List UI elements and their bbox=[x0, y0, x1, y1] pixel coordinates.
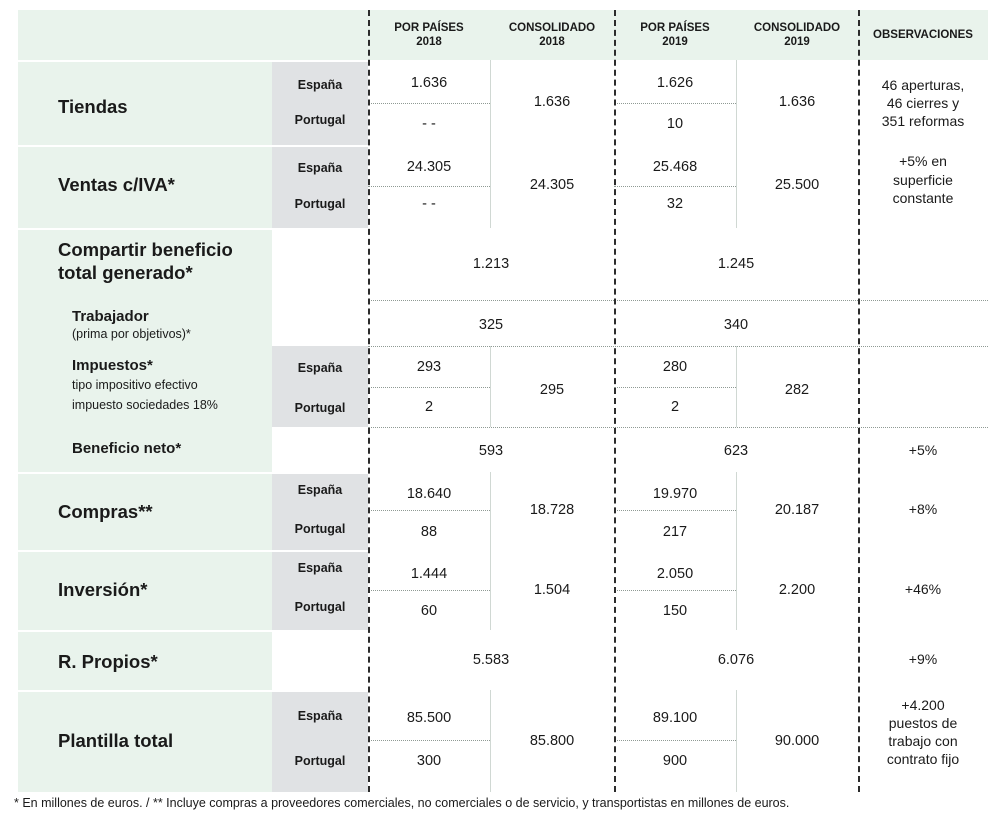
country-label-portugal: Portugal bbox=[294, 600, 346, 614]
country-split bbox=[614, 740, 736, 741]
value-compras-cons-2019: 20.187 bbox=[774, 502, 820, 518]
obs-plantilla-1: +4.200 bbox=[901, 697, 945, 713]
value-plantilla-cons-2018: 85.800 bbox=[529, 733, 575, 749]
country-label-spain: España bbox=[297, 483, 343, 497]
obs-ventas-3: constante bbox=[892, 190, 954, 206]
value-plantilla-es-2019: 89.100 bbox=[652, 710, 698, 726]
row-label-plantilla: Plantilla total bbox=[58, 730, 174, 751]
value-plantilla-pt-2019: 900 bbox=[662, 753, 688, 769]
row-detail-impuestos-2: impuesto sociedades 18% bbox=[72, 398, 218, 412]
obs-plantilla-2: puestos de bbox=[888, 715, 958, 731]
country-split bbox=[614, 186, 736, 187]
footnote: * En millones de euros. / ** Incluye compras a proveedores comerciales, no comerciales o de servicio, y transportistas en millones de euros. bbox=[14, 796, 790, 810]
value-compras-es-2019: 19.970 bbox=[652, 486, 698, 502]
value-trabajador-2019: 340 bbox=[723, 317, 749, 333]
value-tiendas-es-2018: 1.636 bbox=[410, 75, 448, 91]
row-detail-impuestos-1: tipo impositivo efectivo bbox=[72, 378, 198, 392]
value-ventas-pt-2019: 32 bbox=[666, 196, 684, 212]
value-ventas-cons-2019: 25.500 bbox=[774, 177, 820, 193]
column-separator bbox=[736, 60, 737, 228]
country-label-portugal: Portugal bbox=[294, 197, 346, 211]
value-beneficio-2019: 623 bbox=[723, 443, 749, 459]
value-compras-pt-2019: 217 bbox=[662, 524, 688, 540]
value-inversion-cons-2018: 1.504 bbox=[533, 582, 571, 598]
country-split bbox=[368, 387, 490, 388]
row-label-tiendas: Tiendas bbox=[58, 96, 128, 117]
row-label-compras: Compras** bbox=[58, 501, 153, 522]
country-label-portugal: Portugal bbox=[294, 522, 346, 536]
obs-tiendas-2: 46 cierres y bbox=[886, 95, 960, 111]
value-compartir-2018: 1.213 bbox=[472, 256, 510, 272]
row-separator bbox=[18, 550, 988, 552]
value-impuestos-pt-2018: 2 bbox=[424, 399, 434, 415]
obs-ventas-1: +5% en bbox=[899, 153, 947, 169]
obs-compras: +8% bbox=[908, 501, 938, 517]
row-label-compartir-2: total generado* bbox=[58, 262, 193, 283]
row-label-propios: R. Propios* bbox=[58, 651, 158, 672]
country-split bbox=[368, 103, 490, 104]
country-split bbox=[614, 387, 736, 388]
value-inversion-cons-2019: 2.200 bbox=[778, 582, 816, 598]
value-plantilla-es-2018: 85.500 bbox=[406, 710, 452, 726]
country-cell-plantilla bbox=[272, 690, 368, 792]
value-propios-2019: 6.076 bbox=[717, 652, 755, 668]
country-split bbox=[614, 590, 736, 591]
header-por-paises-2018: POR PAÍSES 2018 bbox=[394, 22, 464, 48]
header-consolidado-2019: CONSOLIDADO 2019 bbox=[753, 22, 841, 48]
row-label-inversion: Inversión* bbox=[58, 579, 148, 600]
value-impuestos-cons-2019: 282 bbox=[784, 382, 810, 398]
row-separator bbox=[18, 792, 988, 794]
header-consolidado-2018: CONSOLIDADO 2018 bbox=[508, 22, 596, 48]
value-tiendas-pt-2019: 10 bbox=[666, 116, 684, 132]
value-compras-cons-2018: 18.728 bbox=[529, 502, 575, 518]
obs-plantilla-4: contrato fijo bbox=[886, 751, 960, 767]
country-split bbox=[368, 510, 490, 511]
value-impuestos-cons-2018: 295 bbox=[539, 382, 565, 398]
country-label-spain: España bbox=[297, 361, 343, 375]
value-ventas-es-2019: 25.468 bbox=[652, 159, 698, 175]
country-label-spain: España bbox=[297, 709, 343, 723]
row-separator bbox=[18, 228, 988, 230]
value-compras-pt-2018: 88 bbox=[420, 524, 438, 540]
label-cell-tiendas bbox=[18, 60, 272, 145]
obs-inversion: +46% bbox=[904, 581, 942, 597]
country-label-spain: España bbox=[297, 78, 343, 92]
row-label-compartir-1: Compartir beneficio bbox=[58, 239, 233, 260]
subrow-separator bbox=[368, 346, 988, 347]
obs-tiendas-3: 351 reformas bbox=[881, 113, 965, 129]
column-separator bbox=[490, 472, 491, 630]
country-split bbox=[368, 590, 490, 591]
value-tiendas-cons-2018: 1.636 bbox=[533, 94, 571, 110]
country-label-portugal: Portugal bbox=[294, 113, 346, 127]
row-label-beneficio: Beneficio neto* bbox=[72, 440, 182, 457]
obs-propios: +9% bbox=[908, 651, 938, 667]
row-separator bbox=[18, 145, 988, 147]
country-cell-ventas bbox=[272, 145, 368, 228]
value-impuestos-pt-2019: 2 bbox=[670, 399, 680, 415]
row-label-impuestos: Impuestos* bbox=[72, 357, 153, 374]
value-plantilla-cons-2019: 90.000 bbox=[774, 733, 820, 749]
country-label-portugal: Portugal bbox=[294, 401, 346, 415]
country-cell-tiendas bbox=[272, 60, 368, 145]
subrow-separator bbox=[368, 427, 988, 428]
value-tiendas-es-2019: 1.626 bbox=[656, 75, 694, 91]
value-beneficio-2018: 593 bbox=[478, 443, 504, 459]
obs-plantilla-3: trabajo con bbox=[888, 733, 958, 749]
value-compartir-2019: 1.245 bbox=[717, 256, 755, 272]
row-separator bbox=[18, 630, 988, 632]
country-split bbox=[368, 740, 490, 741]
row-label-trabajador: Trabajador bbox=[72, 308, 149, 325]
value-inversion-es-2019: 2.050 bbox=[656, 566, 694, 582]
results-table bbox=[18, 10, 988, 792]
value-ventas-cons-2018: 24.305 bbox=[529, 177, 575, 193]
value-tiendas-pt-2018: - - bbox=[422, 116, 436, 132]
country-label-portugal: Portugal bbox=[294, 754, 346, 768]
obs-beneficio: +5% bbox=[908, 442, 938, 458]
row-separator bbox=[18, 472, 988, 474]
header-por-paises-2019: POR PAÍSES 2019 bbox=[640, 22, 710, 48]
column-separator bbox=[490, 60, 491, 228]
subrow-separator bbox=[368, 300, 988, 301]
value-inversion-es-2018: 1.444 bbox=[410, 566, 448, 582]
value-impuestos-es-2019: 280 bbox=[662, 359, 688, 375]
value-trabajador-2018: 325 bbox=[478, 317, 504, 333]
obs-ventas-2: superficie bbox=[893, 172, 953, 188]
row-label-ventas: Ventas c/IVA* bbox=[58, 174, 175, 195]
value-compras-es-2018: 18.640 bbox=[406, 486, 452, 502]
country-split bbox=[368, 186, 490, 187]
country-label-spain: España bbox=[297, 161, 343, 175]
value-inversion-pt-2018: 60 bbox=[420, 603, 438, 619]
row-separator bbox=[18, 690, 988, 692]
value-plantilla-pt-2018: 300 bbox=[416, 753, 442, 769]
country-label-spain: España bbox=[297, 561, 343, 575]
country-split bbox=[614, 103, 736, 104]
value-inversion-pt-2019: 150 bbox=[662, 603, 688, 619]
header-observaciones: OBSERVACIONES bbox=[873, 29, 973, 41]
row-separator bbox=[18, 60, 988, 62]
country-split bbox=[614, 510, 736, 511]
value-tiendas-cons-2019: 1.636 bbox=[778, 94, 816, 110]
value-propios-2018: 5.583 bbox=[472, 652, 510, 668]
column-separator bbox=[736, 472, 737, 630]
obs-tiendas-1: 46 aperturas, bbox=[881, 77, 965, 93]
value-ventas-es-2018: 24.305 bbox=[406, 159, 452, 175]
row-detail-trabajador: (prima por objetivos)* bbox=[72, 327, 191, 341]
value-impuestos-es-2018: 293 bbox=[416, 359, 442, 375]
value-ventas-pt-2018: - - bbox=[422, 196, 436, 212]
